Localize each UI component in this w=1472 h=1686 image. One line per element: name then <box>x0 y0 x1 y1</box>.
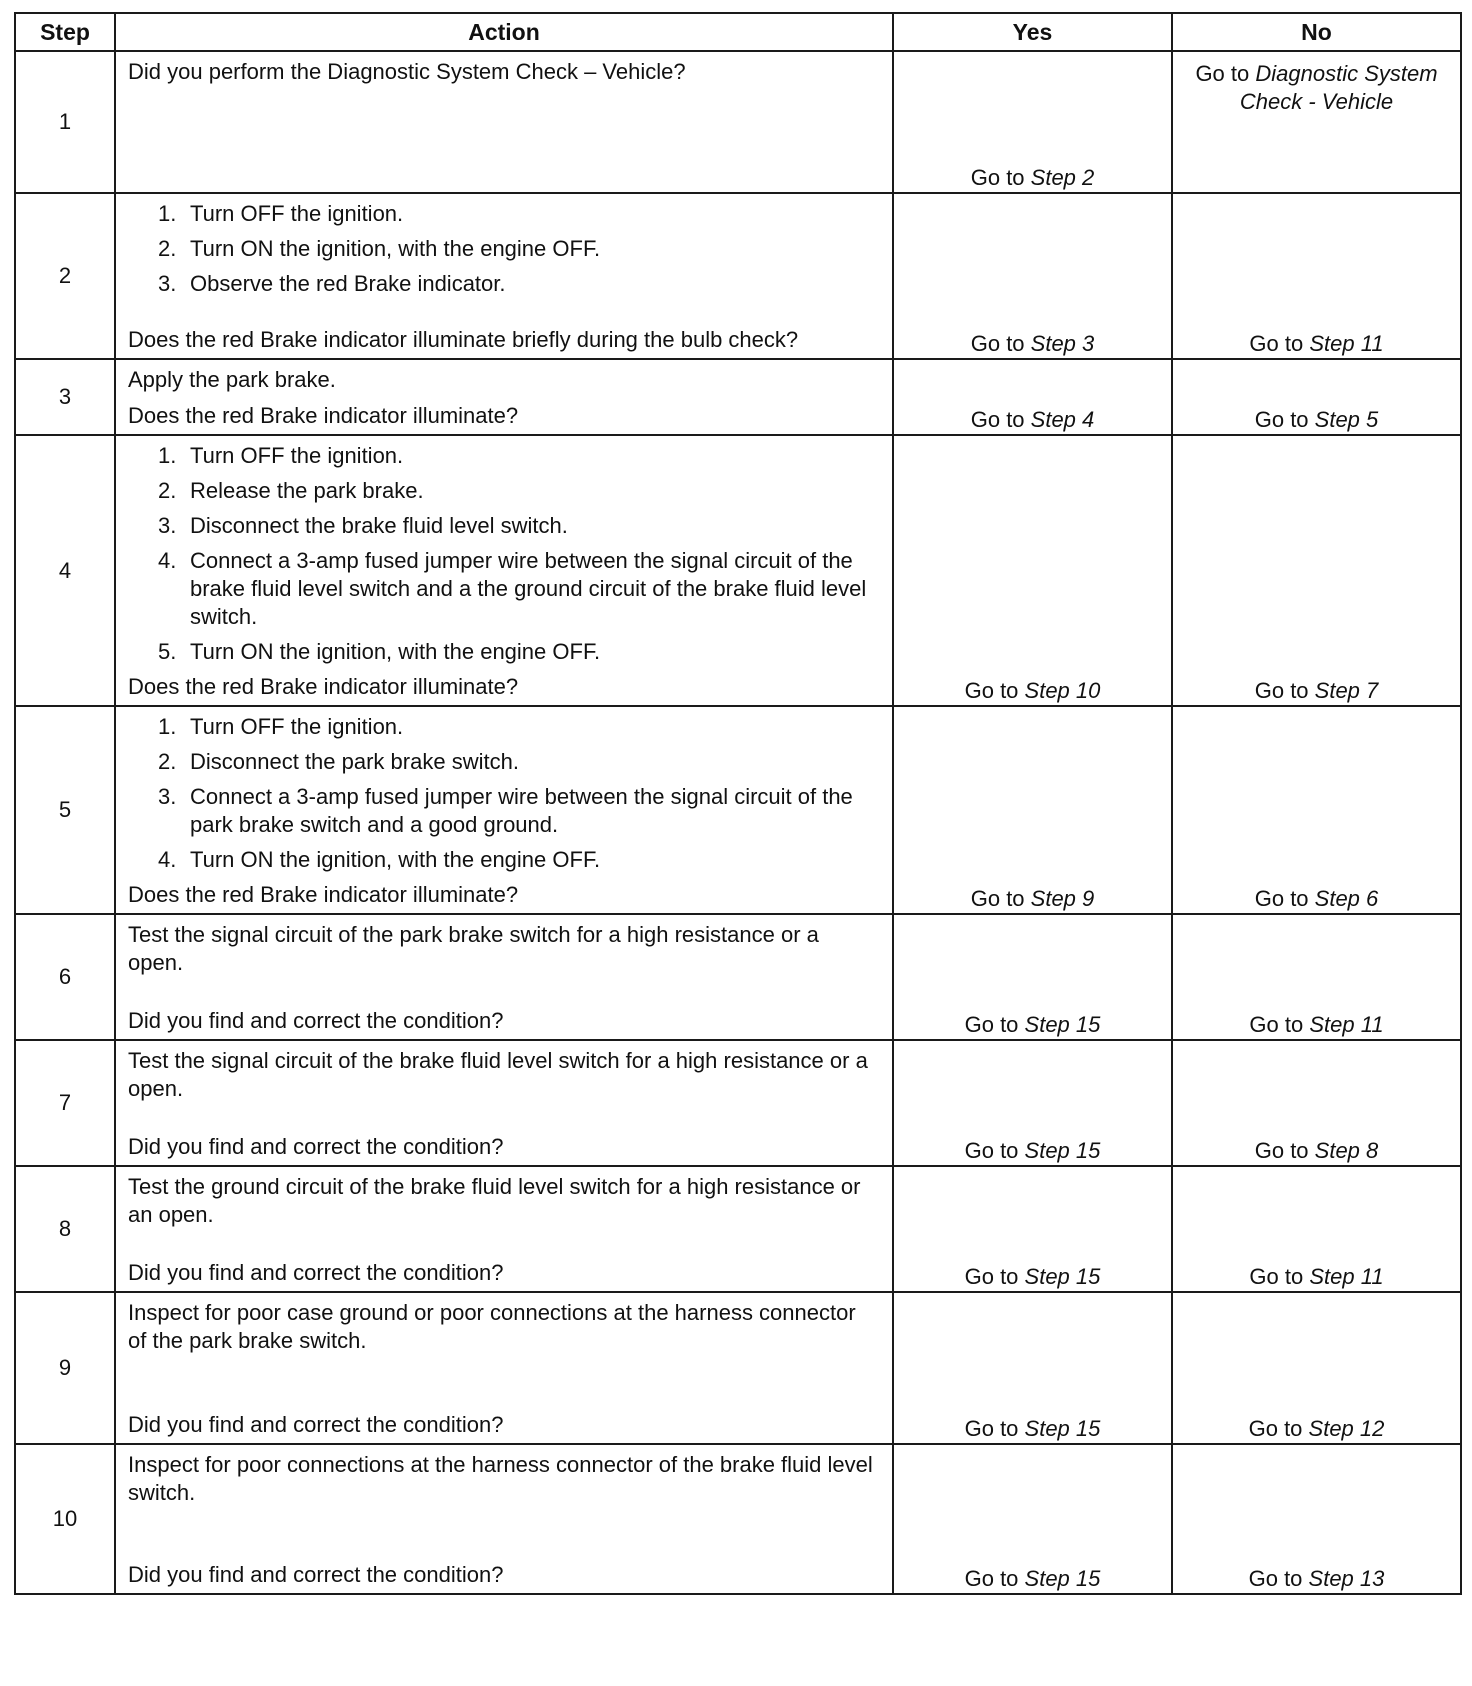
header-row <box>15 13 1461 51</box>
no-step-link[interactable]: Step 12 <box>1308 1416 1385 1441</box>
action-step-text: Disconnect the park brake switch. <box>190 749 519 774</box>
action-step-item <box>158 442 880 470</box>
table-row <box>15 706 1461 914</box>
yes-prefix: Go to <box>970 331 1031 356</box>
action-content <box>116 1293 892 1443</box>
table-row <box>15 1444 1461 1594</box>
yes-result <box>893 51 1172 193</box>
action-question: Does the red Brake indicator illuminate briefly during the bulb check? <box>128 327 799 352</box>
yes-prefix: Go to <box>970 165 1031 190</box>
action-cell <box>115 435 893 706</box>
yes-prefix: Go to <box>964 1566 1025 1591</box>
action-step-item <box>158 638 880 666</box>
action-step-text: Connect a 3-amp fused jumper wire between the signal circuit of the brake fluid level switch and a the ground circuit of the brake fluid level switch. <box>190 548 867 629</box>
action-cell <box>115 1444 893 1594</box>
table-row <box>15 435 1461 706</box>
action-step-item <box>158 270 880 298</box>
action-content <box>116 360 892 434</box>
yes-prefix: Go to <box>964 1138 1025 1163</box>
step-number: 8 <box>15 1166 115 1292</box>
no-result <box>1172 359 1461 435</box>
action-cell <box>115 914 893 1040</box>
action-content <box>116 1041 892 1165</box>
step-number: 9 <box>15 1292 115 1444</box>
action-cell <box>115 1292 893 1444</box>
yes-step-link[interactable]: Step 15 <box>1024 1416 1101 1441</box>
table-row <box>15 193 1461 359</box>
yes-step-link[interactable]: Step 15 <box>1024 1012 1101 1037</box>
action-step-text: Turn OFF the ignition. <box>190 714 404 739</box>
action-step-text: Release the park brake. <box>190 478 424 503</box>
no-step-link[interactable]: Step 13 <box>1308 1566 1385 1591</box>
no-result <box>1172 1444 1461 1594</box>
no-prefix: Go to <box>1195 61 1256 86</box>
yes-result <box>893 914 1172 1040</box>
action-step-number: 1. <box>158 714 177 739</box>
action-instruction: Test the signal circuit of the park brake switch for a high resistance or a open. <box>128 922 819 975</box>
yes-step-link[interactable]: Step 15 <box>1024 1264 1101 1289</box>
action-content <box>116 1167 892 1291</box>
yes-step-link[interactable]: Step 10 <box>1024 678 1101 703</box>
action-step-item <box>158 748 880 776</box>
action-step-number: 2. <box>158 749 177 774</box>
action-content <box>116 436 892 705</box>
action-steps-list <box>128 713 880 881</box>
action-instruction: Test the signal circuit of the brake fluid level switch for a high resistance or a open. <box>128 1048 868 1101</box>
no-step-link[interactable]: Diagnostic System Check - Vehicle <box>1239 61 1438 114</box>
yes-step-link[interactable]: Step 3 <box>1030 331 1095 356</box>
action-step-item <box>158 846 880 874</box>
yes-step-link[interactable]: Step 9 <box>1030 886 1095 911</box>
action-cell <box>115 1166 893 1292</box>
action-step-number: 2. <box>158 478 177 503</box>
action-instruction: Test the ground circuit of the brake fluid level switch for a high resistance or an open. <box>128 1174 861 1227</box>
action-step-text: Turn ON the ignition, with the engine OFF. <box>190 847 601 872</box>
step-number: 5 <box>15 706 115 914</box>
no-prefix: Go to <box>1254 886 1315 911</box>
no-step-link[interactable]: Step 11 <box>1309 1264 1384 1289</box>
header-no: No <box>1172 13 1461 51</box>
action-step-text: Turn OFF the ignition. <box>190 443 404 468</box>
action-step-number: 5. <box>158 639 177 664</box>
action-steps-list <box>128 442 880 673</box>
yes-prefix: Go to <box>964 1416 1025 1441</box>
action-cell <box>115 51 893 193</box>
table-row <box>15 914 1461 1040</box>
action-content <box>116 707 892 913</box>
action-step-number: 3. <box>158 271 177 296</box>
yes-step-link[interactable]: Step 2 <box>1030 165 1095 190</box>
action-instruction: Did you perform the Diagnostic System Check – Vehicle? <box>128 59 686 84</box>
yes-result <box>893 359 1172 435</box>
no-result <box>1172 51 1461 193</box>
action-step-number: 1. <box>158 443 177 468</box>
no-prefix: Go to <box>1249 331 1310 356</box>
action-instruction: Inspect for poor case ground or poor connections at the harness connector of the park brake switch. <box>128 1300 856 1353</box>
diagnostic-table <box>14 12 1462 1595</box>
no-step-link[interactable]: Step 11 <box>1309 331 1384 356</box>
header-action: Action <box>115 13 893 51</box>
yes-result <box>893 706 1172 914</box>
no-prefix: Go to <box>1254 678 1315 703</box>
action-step-text: Observe the red Brake indicator. <box>190 271 506 296</box>
yes-result <box>893 1040 1172 1166</box>
action-step-number: 4. <box>158 847 177 872</box>
action-step-text: Turn ON the ignition, with the engine OFF. <box>190 236 601 261</box>
table-row <box>15 1292 1461 1444</box>
action-step-number: 1. <box>158 201 177 226</box>
action-content <box>116 52 892 192</box>
action-question: Did you find and correct the condition? <box>128 1412 504 1437</box>
table-row <box>15 1040 1461 1166</box>
no-result <box>1172 1292 1461 1444</box>
yes-result <box>893 1444 1172 1594</box>
action-cell <box>115 193 893 359</box>
action-step-text: Turn OFF the ignition. <box>190 201 404 226</box>
yes-step-link[interactable]: Step 4 <box>1030 407 1095 432</box>
no-prefix: Go to <box>1249 1012 1310 1037</box>
action-cell <box>115 359 893 435</box>
action-content <box>116 1445 892 1593</box>
no-result <box>1172 1040 1461 1166</box>
action-content <box>116 194 892 358</box>
no-prefix: Go to <box>1248 1416 1309 1441</box>
action-question: Does the red Brake indicator illuminate? <box>128 882 519 907</box>
action-step-item <box>158 512 880 540</box>
no-prefix: Go to <box>1249 1264 1310 1289</box>
action-cell <box>115 1040 893 1166</box>
yes-prefix: Go to <box>970 407 1031 432</box>
header-step: Step <box>15 13 115 51</box>
no-result <box>1172 193 1461 359</box>
action-question: Did you find and correct the condition? <box>128 1134 504 1159</box>
action-step-text: Connect a 3-amp fused jumper wire between the signal circuit of the park brake switch and a good ground. <box>190 784 853 837</box>
yes-prefix: Go to <box>970 886 1031 911</box>
yes-result <box>893 193 1172 359</box>
action-step-number: 3. <box>158 784 177 809</box>
no-prefix: Go to <box>1248 1566 1309 1591</box>
no-prefix: Go to <box>1254 407 1315 432</box>
no-step-link[interactable]: Step 5 <box>1314 407 1379 432</box>
action-instruction: Inspect for poor connections at the harness connector of the brake fluid level switch. <box>128 1452 873 1505</box>
action-question: Did you find and correct the condition? <box>128 1008 504 1033</box>
step-number: 6 <box>15 914 115 1040</box>
step-number: 2 <box>15 193 115 359</box>
yes-step-link[interactable]: Step 15 <box>1024 1566 1101 1591</box>
action-step-item <box>158 200 880 228</box>
no-result <box>1172 1166 1461 1292</box>
step-number: 7 <box>15 1040 115 1166</box>
action-step-item <box>158 713 880 741</box>
action-step-text: Disconnect the brake fluid level switch. <box>190 513 568 538</box>
table-row <box>15 51 1461 193</box>
action-step-text: Turn ON the ignition, with the engine OFF. <box>190 639 601 664</box>
action-question: Did you find and correct the condition? <box>128 1260 504 1285</box>
no-prefix: Go to <box>1254 1138 1315 1163</box>
action-content <box>116 915 892 1039</box>
no-result <box>1172 706 1461 914</box>
step-number: 1 <box>15 51 115 193</box>
yes-prefix: Go to <box>964 1012 1025 1037</box>
step-number: 3 <box>15 359 115 435</box>
action-step-item <box>158 783 880 839</box>
yes-step-link[interactable]: Step 15 <box>1024 1138 1101 1163</box>
no-result <box>1172 435 1461 706</box>
action-step-item <box>158 477 880 505</box>
action-instruction: Apply the park brake. <box>128 367 336 392</box>
action-question: Did you find and correct the condition? <box>128 1562 504 1587</box>
step-number: 10 <box>15 1444 115 1594</box>
action-step-item <box>158 547 880 631</box>
action-question: Does the red Brake indicator illuminate? <box>128 674 519 699</box>
no-step-link[interactable]: Step 6 <box>1314 886 1379 911</box>
yes-result <box>893 1292 1172 1444</box>
header-yes: Yes <box>893 13 1172 51</box>
action-step-number: 4. <box>158 548 177 573</box>
table-row <box>15 359 1461 435</box>
yes-prefix: Go to <box>964 678 1025 703</box>
step-number: 4 <box>15 435 115 706</box>
table-body <box>15 51 1461 1594</box>
yes-result <box>893 1166 1172 1292</box>
no-step-link[interactable]: Step 8 <box>1314 1138 1379 1163</box>
no-result <box>1172 914 1461 1040</box>
table-row <box>15 1166 1461 1292</box>
action-step-number: 2. <box>158 236 177 261</box>
no-step-link[interactable]: Step 7 <box>1314 678 1379 703</box>
action-step-number: 3. <box>158 513 177 538</box>
yes-result <box>893 435 1172 706</box>
action-cell <box>115 706 893 914</box>
yes-prefix: Go to <box>964 1264 1025 1289</box>
action-question: Does the red Brake indicator illuminate? <box>128 403 519 428</box>
action-step-item <box>158 235 880 263</box>
no-step-link[interactable]: Step 11 <box>1309 1012 1384 1037</box>
action-steps-list <box>128 200 880 305</box>
